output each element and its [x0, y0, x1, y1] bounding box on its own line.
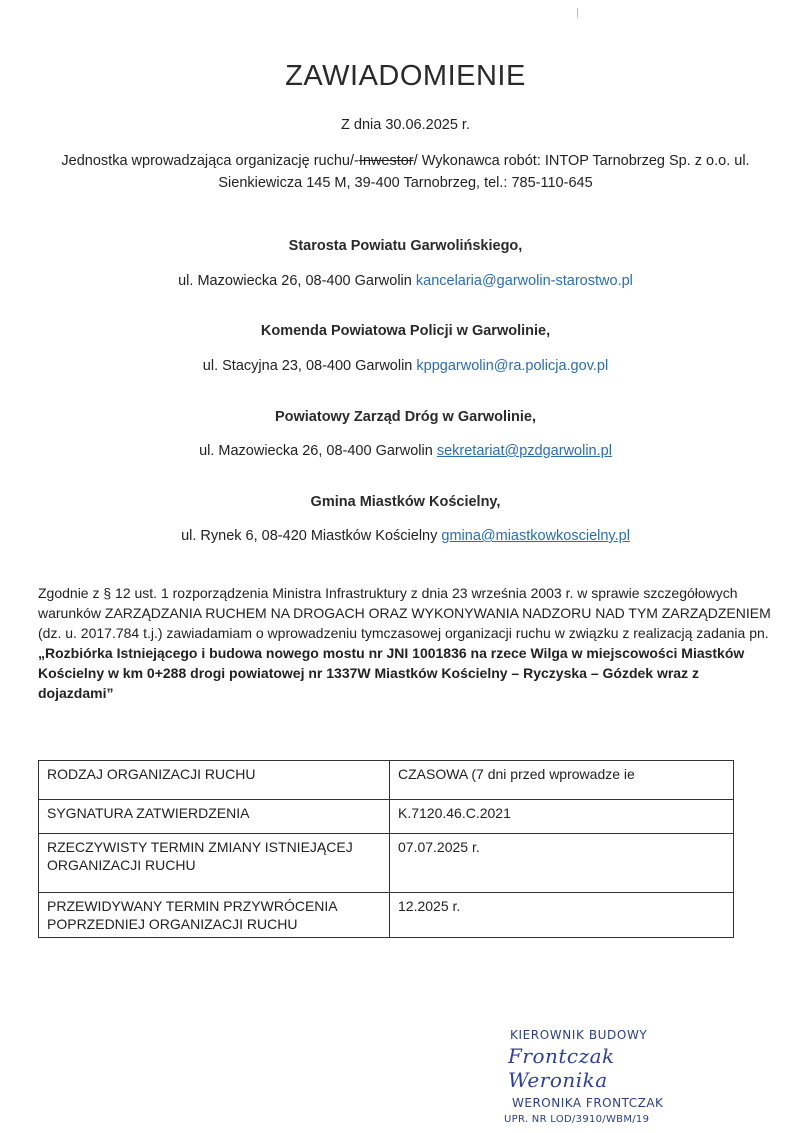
stamp-role: KIEROWNIK BUDOWY — [510, 1028, 648, 1042]
stamp-license: UPR. NR LOD/3910/WBM/19 — [504, 1114, 650, 1125]
task-name: „Rozbiórka Istniejącego i budowa nowego mostu nr JNI 1001836 na rzece Wilga w miejscowości Miastków Kościelny w km 0+288 drogi powiatowej nr 1337W Miastków Kościelny – Ryczyska – Gózdek wraz z dojazdami” — [38, 645, 745, 701]
address-text: ul. Rynek 6, 08-420 Miastków Kościelny — [181, 528, 438, 544]
recipient-name: Powiatowy Zarząd Dróg w Garwolinie, — [274, 409, 537, 425]
table-row — [39, 800, 734, 834]
table-row — [39, 893, 734, 938]
legal-paragraph — [38, 583, 778, 703]
stamp-name: WERONIKA FRONTCZAK — [512, 1096, 664, 1110]
email-link[interactable]: gmina@miastkowkoscielny.pl — [441, 528, 630, 544]
table-value: 12.2025 r. — [390, 893, 734, 938]
email-link[interactable]: kancelaria@garwolin-starostwo.pl — [415, 273, 633, 289]
info-table — [38, 760, 734, 938]
address-text: ul. Mazowiecka 26, 08-400 Garwolin — [178, 273, 412, 289]
table-value: CZASOWA (7 dni przed wprowadze ie — [390, 761, 734, 800]
table-label: RODZAJ ORGANIZACJI RUCHU — [39, 761, 390, 800]
table-row — [39, 761, 734, 800]
unit-struck-text: Inwestor — [358, 153, 414, 169]
table-label: RZECZYWISTY TERMIN ZMIANY ISTNIEJĄCEJ ORGANIZACJI RUCHU — [39, 834, 390, 893]
recipient-name: Starosta Powiatu Garwolińskiego, — [288, 238, 523, 254]
recipient-name: Komenda Powiatowa Policji w Garwolinie, — [260, 323, 551, 339]
paragraph-intro: Zgodnie z § 12 ust. 1 rozporządzenia Ministra Infrastruktury z dnia 23 września 2003 r. w sprawie szczegółowych warunków ZARZĄDZANIA RUCHEM NA DROGACH ORAZ WYKONYWANIA NADZORU NAD TYM ZARZĄDZENIEM (dz. u. 2017.784 t.j.) zawiadamiam o wprowadzeniu tymczasowej organizacji ruchu w związku z realizacją zadania pn. — [38, 585, 771, 641]
scan-mark — [577, 8, 578, 18]
recipient-address — [0, 358, 811, 374]
handwritten-signature: Frontczak Weronika — [508, 1044, 615, 1092]
address-text: ul. Stacyjna 23, 08-400 Garwolin — [202, 358, 413, 374]
document-title: ZAWIADOMIENIE — [285, 60, 526, 92]
unit-text-2: / Wykonawca robót: INTOP Tarnobrzeg Sp. z o.o. ul. Sienkiewicza 145 M, 39-400 Tarnobrzeg, tel.: 785-110-645 — [218, 153, 750, 191]
email-link[interactable]: sekretariat@pzdgarwolin.pl — [436, 443, 612, 459]
unit-text-1: Jednostka wprowadzająca organizację ruchu/- — [61, 153, 359, 169]
document-date: Z dnia 30.06.2025 r. — [341, 117, 470, 133]
table-label: SYGNATURA ZATWIERDZENIA — [39, 800, 390, 834]
table-row — [39, 834, 734, 893]
address-text: ul. Mazowiecka 26, 08-400 Garwolin — [199, 443, 433, 459]
introducing-unit — [40, 150, 771, 194]
site-manager-stamp — [496, 1028, 716, 1125]
email-link[interactable]: kppgarwolin@ra.policja.gov.pl — [416, 358, 609, 374]
table-value: K.7120.46.C.2021 — [390, 800, 734, 834]
table-label: PRZEWIDYWANY TERMIN PRZYWRÓCENIA POPRZEDNIEJ ORGANIZACJI RUCHU — [39, 893, 390, 938]
recipient-address — [0, 443, 811, 459]
recipient-address — [0, 528, 811, 544]
recipient-address — [0, 273, 811, 289]
recipient-name: Gmina Miastków Kościelny, — [310, 494, 501, 510]
table-value: 07.07.2025 r. — [390, 834, 734, 893]
